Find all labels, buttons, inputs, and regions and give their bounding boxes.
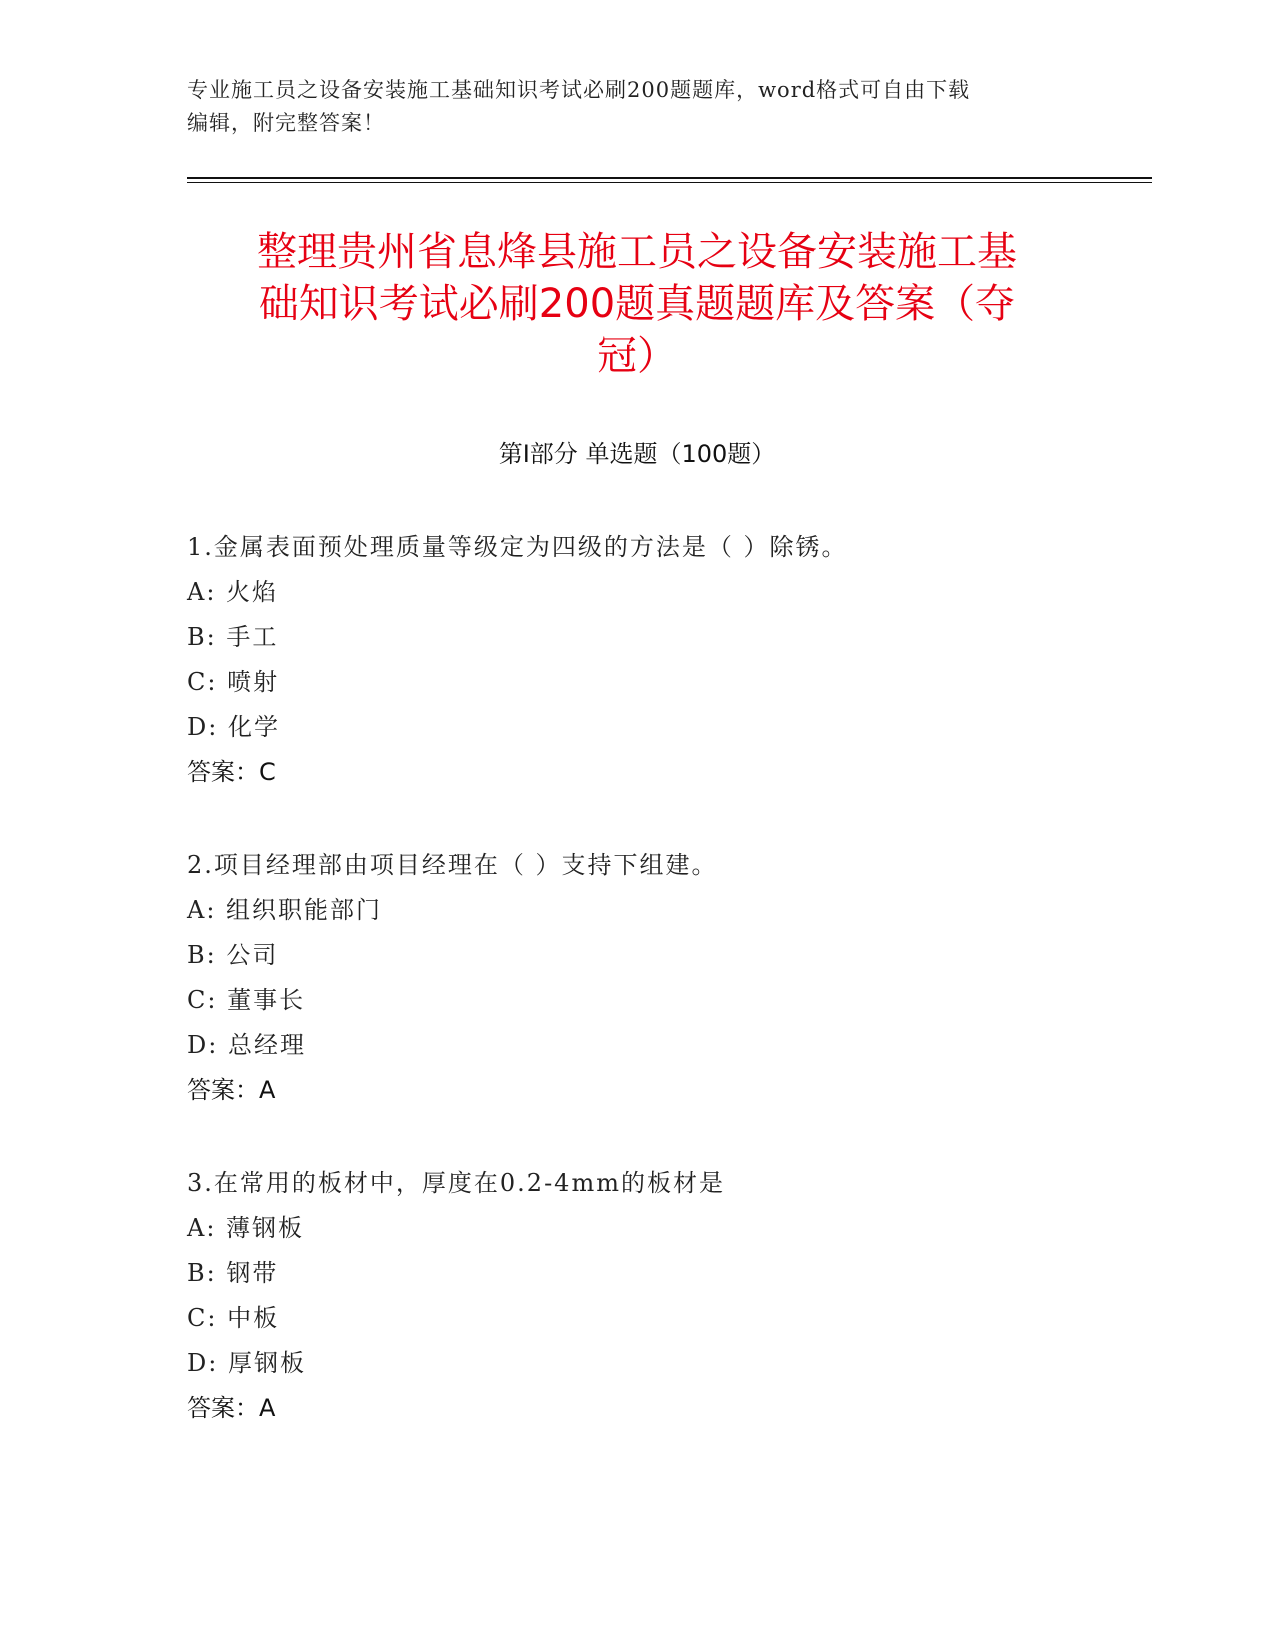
document-title [187,226,1087,382]
section-heading: 第Ⅰ部分 单选题（100题） [498,440,776,468]
document-title-line3: 冠） [597,333,677,379]
document-title-line1: 整理贵州省息烽县施工员之设备安装施工基 [257,229,1017,275]
question-stem: 3.在常用的板材中，厚度在0.2-4mm的板材是 [187,1169,725,1197]
question-1 [187,525,1107,795]
option-b: B: 手工 [187,623,279,651]
question-stem: 1.金属表面预处理质量等级定为四级的方法是（ ）除锈。 [187,533,848,561]
answer: 答案：A [187,1394,276,1422]
option-b: B: 公司 [187,941,279,969]
header-note-line1: 专业施工员之设备安装施工基础知识考试必刷200题题库，word格式可自由下载 [187,78,971,102]
question-3 [187,1161,1107,1431]
option-a: A: 组织职能部门 [187,896,383,924]
option-c: C: 董事长 [187,986,306,1014]
option-d: D: 厚钢板 [187,1349,306,1377]
option-c: C: 中板 [187,1304,280,1332]
option-c: C: 喷射 [187,668,280,696]
header-divider-thin [187,182,1152,183]
option-d: D: 化学 [187,713,280,741]
answer: 答案：C [187,758,276,786]
answer: 答案：A [187,1076,276,1104]
header-note [187,74,1067,140]
question-stem: 2.项目经理部由项目经理在（ ）支持下组建。 [187,851,718,879]
document-title-line2: 础知识考试必刷200题真题题库及答案（夺 [258,281,1016,327]
question-2 [187,843,1107,1113]
option-b: B: 钢带 [187,1259,279,1287]
header-divider-thick [187,177,1152,179]
option-d: D: 总经理 [187,1031,306,1059]
header-note-line2: 编辑，附完整答案！ [187,111,385,135]
option-a: A: 火焰 [187,578,279,606]
option-a: A: 薄钢板 [187,1214,305,1242]
